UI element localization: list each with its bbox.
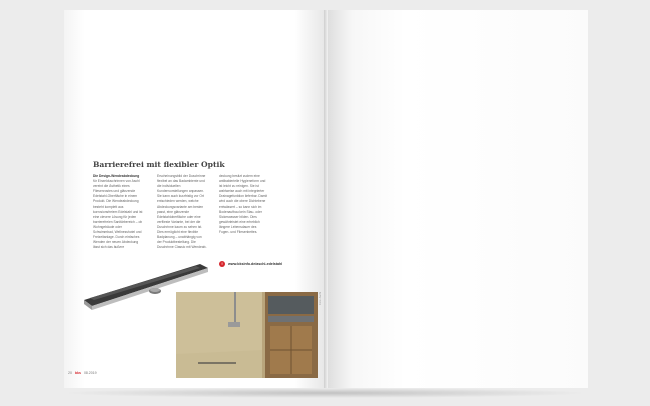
drain-cap-top (150, 288, 160, 292)
article-column-1 (93, 174, 143, 258)
web-link[interactable] (219, 261, 282, 267)
spine (324, 10, 328, 388)
web-link-text[interactable]: www.bksinfo.de/aschl-edelstahl (228, 262, 283, 266)
article-heading: Barrierefrei mit flexibler Optik (93, 160, 225, 169)
photo-credit: Foto: Aschl (319, 292, 322, 305)
photo-shower-mixer (228, 322, 240, 327)
photo-drain-channel (198, 362, 236, 364)
info-icon: ! (219, 261, 225, 267)
photo-glass-edge (262, 292, 265, 378)
article-lead: Die Design-Wendeabdeckung (93, 174, 140, 178)
page-footer (68, 371, 97, 375)
article-column-1-text: für Einzelduschrinnen von Aschl vereint die Ästhetik eines Fliesenrostes und glänzende Edelstahl-Oberfläche in einem Produkt. Die Wendeabdeckung besteht komplett aus korrosionsfreiem Edelstahl und ist eine clevere Lösung für jeden barrierefreien Sanitärbereich – ob Wohngebäude oder Schwimmbad, Wellnesshotel und Freizeitanlage. Durch einfaches Wenden der neuen Abdeckung lässt sich das äußere (93, 179, 143, 250)
article-column-3: deckung besitzt zudem eine antibakterielle Hygieneform und ist leicht zu reinigen. Sie ist wahlweise auch mit integrierter Drainagefunktion lieferbar. Damit wird auch die obere Dichtebene entwässert – so kann sich im Bodenaufbau kein Stau- oder Sickerwasser bilden. Dies gewährleistet eine erheblich längere Lebensdauer des Fugen- und Fliesenbettes. (219, 174, 267, 235)
issue-number: 08.2019 (83, 371, 97, 375)
article-column-2: Erscheinungsbild der Duschrinne flexibel an das Badambiente und die individuellen Kundenvorstellungen anpassen. Sie kann auch kurzfristig vor Ort entschieden werden, welche Abdeckungsvariante am besten passt, eine glänzende Edelstahloberfläche oder eine verflieste Variante, bei der die Duschrinne kaum zu sehen ist. Dies ermöglicht eine flexible Badplanung – unabhängig von der Produktbestellung. Die Duschrinne Classic mit Wendeab- (157, 174, 207, 250)
page-number: 20 (68, 371, 72, 375)
right-page (326, 10, 588, 388)
photo-shower-pipe (234, 292, 236, 326)
magazine-name: bks (74, 371, 81, 375)
photo-mirror (268, 296, 314, 314)
photo-stone-counter (268, 316, 314, 322)
bathroom-photo (176, 292, 318, 378)
spread-shadow (60, 388, 590, 398)
